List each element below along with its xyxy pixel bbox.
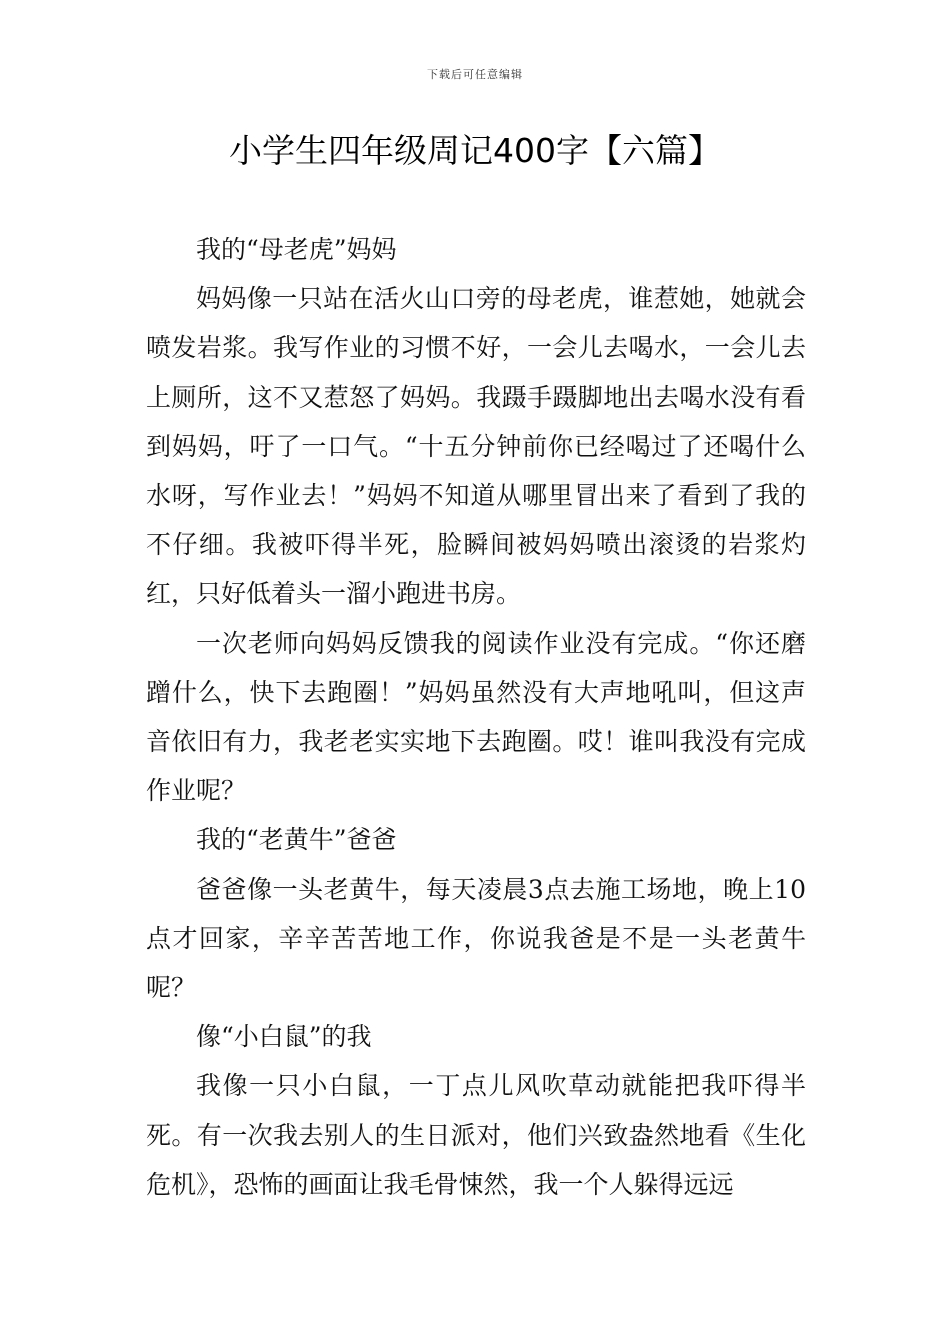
header-note: 下载后可任意编辑 bbox=[427, 68, 523, 81]
body-paragraph: 一次老师向妈妈反馈我的阅读作业没有完成。“你还磨蹭什么，快下去跑圈！”妈妈虽然没有大声地吼叫，但这声音依旧有力，我老老实实地下去跑圈。哎！谁叫我没有完成作业呢？ bbox=[146, 628, 806, 806]
section-heading: 像“小白鼠”的我 bbox=[196, 1022, 372, 1052]
body-paragraph: 我像一只小白鼠，一丁点儿风吹草动就能把我吓得半死。有一次我去别人的生日派对，他们兴致盎然地看《生化危机》，恐怖的画面让我毛骨悚然，我一个人躲得远远 bbox=[146, 1071, 806, 1199]
page-title: 小学生四年级周记400字【六篇】 bbox=[229, 131, 721, 170]
section-heading: 我的“老黄牛”爸爸 bbox=[196, 825, 397, 855]
body-paragraph: 妈妈像一只站在活火山口旁的母老虎，谁惹她，她就会喷发岩浆。我写作业的习惯不好，一会儿去喝水，一会儿去上厕所，这不又惹怒了妈妈。我蹑手蹑脚地出去喝水没有看到妈妈，吁了一口气。“十五分钟前你已经喝过了还喝什么水呀，写作业去！”妈妈不知道从哪里冒出来了看到了我的不仔细。我被吓得半死，脸瞬间被妈妈喷出滚烫的岩浆灼红，只好低着头一溜小跑进书房。 bbox=[146, 284, 806, 609]
body-paragraph: 爸爸像一头老黄牛，每天凌晨3点去施工场地，晚上10点才回家，辛辛苦苦地工作，你说我爸是不是一头老黄牛呢？ bbox=[146, 874, 806, 1003]
document-body bbox=[146, 225, 806, 1209]
section-heading: 我的“母老虎”妈妈 bbox=[196, 235, 397, 264]
